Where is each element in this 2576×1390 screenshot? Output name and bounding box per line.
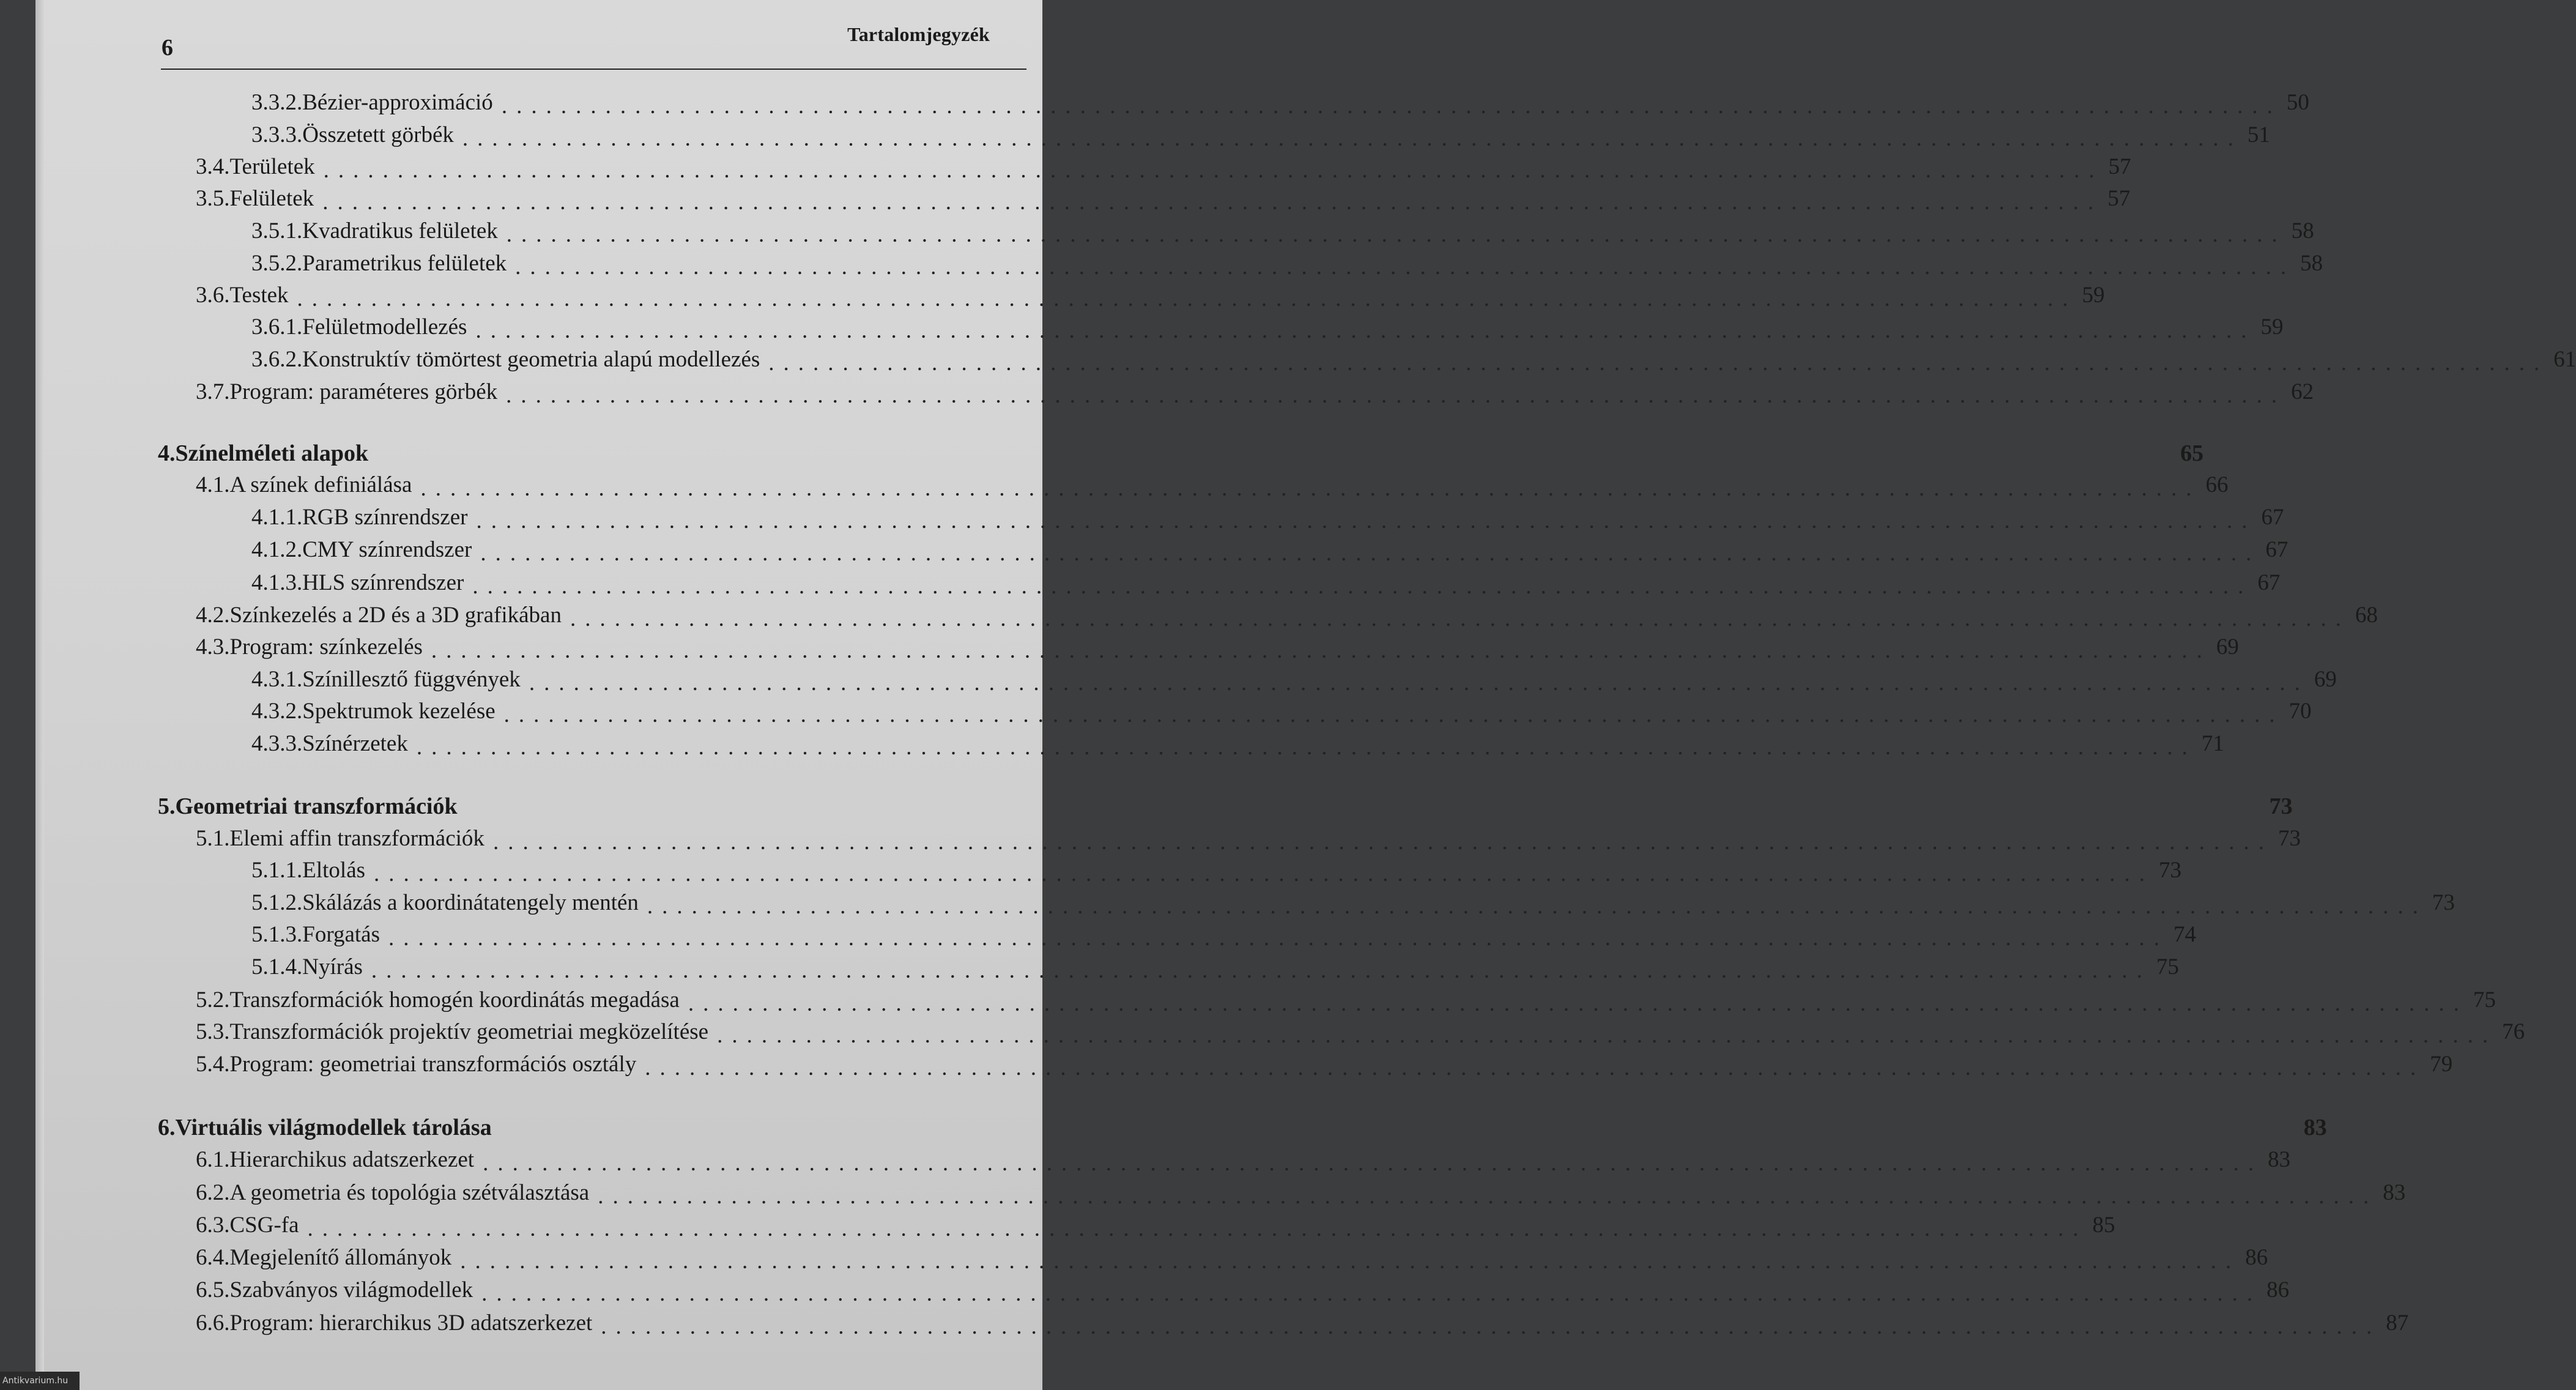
- toc-entry-title: Program: hierarchikus 3D adatszerkezet: [229, 1310, 593, 1336]
- toc-entry-number: 5.1.: [196, 826, 230, 851]
- dot-leader: ........................................................................................................................: [483, 1151, 2263, 1176]
- dot-leader: ........................................................................................................................: [475, 318, 2256, 343]
- toc-entry[interactable]: [158, 1244, 2268, 1274]
- toc-entry[interactable]: [158, 792, 2293, 820]
- page-number: 6: [161, 35, 173, 61]
- dot-leader: ........................................................................................................................: [480, 541, 2261, 566]
- toc-entry[interactable]: [158, 1018, 2525, 1048]
- toc-entry-number: 4.3.3.: [251, 731, 303, 756]
- dot-leader: ........................................................................................................................: [506, 222, 2287, 247]
- toc-entry-number: 4.1.3.: [251, 570, 303, 595]
- toc-entry-number: 6.3.: [196, 1213, 230, 1238]
- toc-entry-page: 83: [2268, 1147, 2291, 1172]
- toc-entry[interactable]: [158, 1179, 2406, 1209]
- toc-entry-title: A geometria és topológia szétválasztása: [229, 1180, 590, 1205]
- dot-leader: ........................................................................................................................: [506, 383, 2287, 408]
- toc-entry-number: 3.6.: [196, 283, 230, 308]
- dot-leader: ........................................................................................................................: [307, 1216, 2088, 1241]
- toc-entry-number: 4.1.: [196, 472, 230, 497]
- toc-entry[interactable]: [158, 217, 2314, 247]
- toc-entry[interactable]: [158, 504, 2284, 533]
- toc-entry-title: Hierarchikus adatszerkezet: [229, 1147, 475, 1172]
- dot-leader: ........................................................................................................................: [717, 1023, 2498, 1048]
- toc-entry-title: Megjelenítő állományok: [229, 1245, 452, 1270]
- dot-leader: ........................................................................................................................: [501, 94, 2282, 119]
- dot-leader: ........................................................................................................................: [374, 861, 2155, 886]
- toc-entry-title: Bézier-approximáció: [302, 90, 493, 115]
- toc-entry-title: Szabványos világmodellek: [229, 1277, 473, 1303]
- toc-entry-page: 86: [2245, 1245, 2268, 1270]
- toc-entry-title: Program: színkezelés: [229, 634, 423, 660]
- toc-entry-page: 73: [2432, 890, 2455, 915]
- toc-entry-title: RGB színrendszer: [302, 505, 468, 530]
- toc-entry-page: 68: [2355, 603, 2378, 628]
- toc-entry-number: 5.3.: [196, 1019, 230, 1044]
- toc-entry-number: 3.3.2.: [251, 90, 303, 115]
- toc-entry-number: 3.6.2.: [251, 347, 303, 372]
- toc-entry[interactable]: [158, 313, 2284, 343]
- toc-entry-page: 58: [2300, 251, 2323, 276]
- toc-entry-number: 4.3.1.: [251, 667, 303, 692]
- toc-entry-page: 61: [2553, 347, 2576, 372]
- toc-entry-title: Eltolás: [302, 858, 366, 883]
- toc-entry[interactable]: [158, 439, 2204, 467]
- toc-entry-title: A színek definiálása: [229, 472, 412, 497]
- toc-entry-title: Spektrumok kezelése: [302, 699, 496, 724]
- toc-entry-number: 5.: [158, 793, 176, 819]
- toc-entry[interactable]: [158, 666, 2337, 696]
- dot-leader: ........................................................................................................................: [420, 476, 2201, 501]
- toc-entry[interactable]: [158, 378, 2314, 408]
- toc-entry[interactable]: [158, 730, 2224, 760]
- toc-entry-page: 79: [2430, 1052, 2453, 1077]
- toc-entry-title: Felületek: [229, 186, 314, 211]
- dot-leader: ........................................................................................................................: [492, 830, 2273, 855]
- toc-entry[interactable]: [158, 185, 2131, 215]
- running-head-title: Tartalomjegyzék: [847, 23, 990, 45]
- toc-entry[interactable]: [158, 346, 2576, 376]
- toc-entry-title: CSG-fa: [229, 1213, 299, 1238]
- dot-leader: ........................................................................................................................: [515, 255, 2296, 280]
- dot-leader: ........................................................................................................................: [768, 351, 2549, 376]
- toc-entry[interactable]: [158, 1309, 2409, 1339]
- toc-entry[interactable]: [158, 1113, 2327, 1142]
- toc-entry-title: Transzformációk homogén koordinátás megadása: [229, 987, 680, 1013]
- toc-entry-number: 6.6.: [196, 1310, 230, 1336]
- toc-entry[interactable]: [158, 825, 2301, 855]
- toc-entry-page: 70: [2288, 699, 2312, 724]
- toc-entry-title: Testek: [229, 283, 289, 308]
- dot-leader: ........................................................................................................................: [416, 735, 2197, 760]
- toc-entry-page: 75: [2473, 987, 2496, 1013]
- toc-entry-title: Kvadratikus felületek: [302, 218, 498, 243]
- toc-entry-number: 4.: [158, 440, 176, 466]
- toc-entry-page: 83: [2303, 1115, 2327, 1140]
- toc-entry-number: 5.2.: [196, 987, 230, 1013]
- toc-entry-page: 73: [2277, 826, 2301, 851]
- toc-entry[interactable]: [158, 1050, 2453, 1080]
- watermark: Antikvarium.hu: [0, 1372, 80, 1390]
- toc-entry[interactable]: [158, 697, 2312, 727]
- toc-entry-page: 66: [2205, 472, 2229, 497]
- toc-entry-title: Elemi affin transzformációk: [229, 826, 484, 851]
- toc-entry-title: Transzformációk projektív geometriai megközelítése: [229, 1019, 709, 1044]
- dot-leader: ........................................................................................................................: [570, 606, 2350, 631]
- toc-entry-number: 3.3.3.: [251, 122, 303, 147]
- dot-leader: ........................................................................................................................: [323, 158, 2104, 183]
- dot-leader: ........................................................................................................................: [645, 1055, 2426, 1080]
- toc-entry-page: 71: [2201, 731, 2224, 756]
- toc-entry-title: Geometriai transzformációk: [175, 793, 458, 819]
- toc-entry-title: Program: paraméteres görbék: [229, 379, 498, 404]
- toc-entry[interactable]: [158, 250, 2323, 280]
- toc-entry-number: 3.4.: [196, 154, 230, 179]
- dot-leader: ........................................................................................................................: [462, 126, 2243, 151]
- toc-entry-page: 73: [2159, 858, 2182, 883]
- toc-entry-page: 51: [2247, 122, 2270, 147]
- toc-entry-page: 50: [2286, 90, 2309, 115]
- toc-entry-page: 67: [2261, 505, 2284, 530]
- toc-entry-title: Színérzetek: [302, 731, 408, 756]
- toc-entry-number: 3.6.1.: [251, 314, 303, 340]
- dot-leader: ........................................................................................................................: [529, 671, 2309, 696]
- dot-leader: ........................................................................................................................: [476, 508, 2257, 533]
- book-page: [35, 0, 2576, 1390]
- toc-entry-number: 5.1.4.: [251, 954, 303, 979]
- toc-entry-title: CMY színrendszer: [302, 537, 472, 562]
- toc-entry-page: 75: [2156, 954, 2179, 979]
- toc-entry-page: 57: [2107, 186, 2131, 211]
- toc-entry-number: 6.4.: [196, 1245, 230, 1270]
- toc-entry-number: 4.3.2.: [251, 699, 303, 724]
- toc-entry-number: 4.3.: [196, 634, 230, 660]
- toc-entry-number: 3.5.1.: [251, 218, 303, 243]
- toc-entry-title: Program: geometriai transzformációs osztály: [229, 1052, 637, 1077]
- toc-entry-page: 69: [2314, 667, 2337, 692]
- toc-entry[interactable]: [158, 921, 2197, 951]
- toc-entry[interactable]: [158, 953, 2179, 983]
- toc-entry-page: 87: [2386, 1310, 2409, 1336]
- toc-entry[interactable]: [158, 1211, 2115, 1241]
- toc-entry-page: 69: [2216, 634, 2239, 660]
- table-of-contents: [35, 0, 2576, 1390]
- toc-entry-page: 65: [2180, 440, 2204, 466]
- toc-entry-number: 5.4.: [196, 1052, 230, 1077]
- toc-entry-title: Konstruktív tömörtest geometria alapú modellezés: [302, 347, 760, 372]
- dot-leader: ........................................................................................................................: [472, 574, 2253, 599]
- toc-entry-page: 67: [2265, 537, 2288, 562]
- toc-entry[interactable]: [158, 536, 2288, 566]
- toc-entry-title: Skálázás a koordinátatengely mentén: [302, 890, 639, 915]
- dot-leader: ........................................................................................................................: [688, 991, 2468, 1016]
- toc-entry-page: 85: [2092, 1213, 2115, 1238]
- toc-entry-number: 4.1.2.: [251, 537, 303, 562]
- toc-entry-title: Összetett görbék: [302, 122, 454, 147]
- toc-entry-title: Virtuális világmodellek tárolása: [175, 1115, 492, 1140]
- toc-entry-title: HLS színrendszer: [302, 570, 464, 595]
- toc-entry-page: 76: [2502, 1019, 2525, 1044]
- toc-entry-page: 86: [2266, 1277, 2290, 1303]
- dot-leader: ........................................................................................................................: [431, 638, 2211, 663]
- dot-leader: ........................................................................................................................: [601, 1314, 2381, 1339]
- toc-entry[interactable]: [158, 569, 2281, 599]
- toc-entry[interactable]: [158, 857, 2182, 886]
- dot-leader: ........................................................................................................................: [598, 1184, 2378, 1209]
- toc-entry-number: 6.1.: [196, 1147, 230, 1172]
- toc-entry-number: 6.5.: [196, 1277, 230, 1303]
- toc-entry[interactable]: [158, 986, 2496, 1016]
- toc-entry[interactable]: [158, 153, 2131, 183]
- toc-entry-number: 4.1.1.: [251, 505, 303, 530]
- dot-leader: ........................................................................................................................: [322, 190, 2103, 215]
- toc-entry-number: 4.2.: [196, 603, 230, 628]
- toc-entry-title: Forgatás: [302, 922, 380, 947]
- toc-entry-number: 6.2.: [196, 1180, 230, 1205]
- toc-entry[interactable]: [158, 89, 2309, 119]
- dot-leader: ........................................................................................................................: [388, 926, 2169, 951]
- toc-entry[interactable]: [158, 601, 2378, 631]
- toc-entry-number: 3.5.: [196, 186, 230, 211]
- toc-entry-title: Felületmodellezés: [302, 314, 467, 340]
- toc-entry-number: 5.1.1.: [251, 858, 303, 883]
- toc-entry-page: 67: [2257, 570, 2281, 595]
- toc-entry-title: Területek: [229, 154, 315, 179]
- toc-entry-page: 83: [2383, 1180, 2406, 1205]
- toc-entry-page: 62: [2291, 379, 2314, 404]
- toc-entry-page: 74: [2173, 922, 2197, 947]
- toc-entry-page: 57: [2108, 154, 2131, 179]
- toc-entry[interactable]: [158, 281, 2105, 311]
- dot-leader: ........................................................................................................................: [647, 894, 2427, 919]
- toc-entry-number: 3.5.2.: [251, 251, 303, 276]
- toc-entry-page: 58: [2291, 218, 2314, 243]
- toc-entry-number: 5.1.2.: [251, 890, 303, 915]
- toc-entry[interactable]: [158, 1146, 2291, 1176]
- toc-entry-number: 5.1.3.: [251, 922, 303, 947]
- toc-entry-title: Színelméleti alapok: [175, 440, 369, 466]
- toc-entry[interactable]: [158, 633, 2239, 663]
- toc-entry-number: 3.7.: [196, 379, 230, 404]
- toc-entry-title: Színillesztő függvények: [302, 667, 521, 692]
- dot-leader: ........................................................................................................................: [297, 286, 2077, 311]
- toc-entry-page: 59: [2260, 314, 2284, 340]
- dot-leader: ........................................................................................................................: [371, 958, 2151, 983]
- toc-entry[interactable]: [158, 889, 2455, 919]
- toc-entry-title: Parametrikus felületek: [302, 251, 507, 276]
- toc-entry-title: Színkezelés a 2D és a 3D grafikában: [229, 603, 562, 628]
- toc-entry-page: 59: [2082, 283, 2105, 308]
- dot-leader: ........................................................................................................................: [460, 1249, 2241, 1274]
- dot-leader: ........................................................................................................................: [481, 1281, 2262, 1306]
- dot-leader: ........................................................................................................................: [503, 702, 2284, 727]
- toc-entry-number: 6.: [158, 1115, 176, 1140]
- toc-entry[interactable]: [158, 1276, 2290, 1306]
- toc-entry-page: 73: [2269, 793, 2293, 819]
- toc-entry[interactable]: [158, 121, 2270, 151]
- toc-entry[interactable]: [158, 471, 2229, 501]
- toc-entry-title: Nyírás: [302, 954, 363, 979]
